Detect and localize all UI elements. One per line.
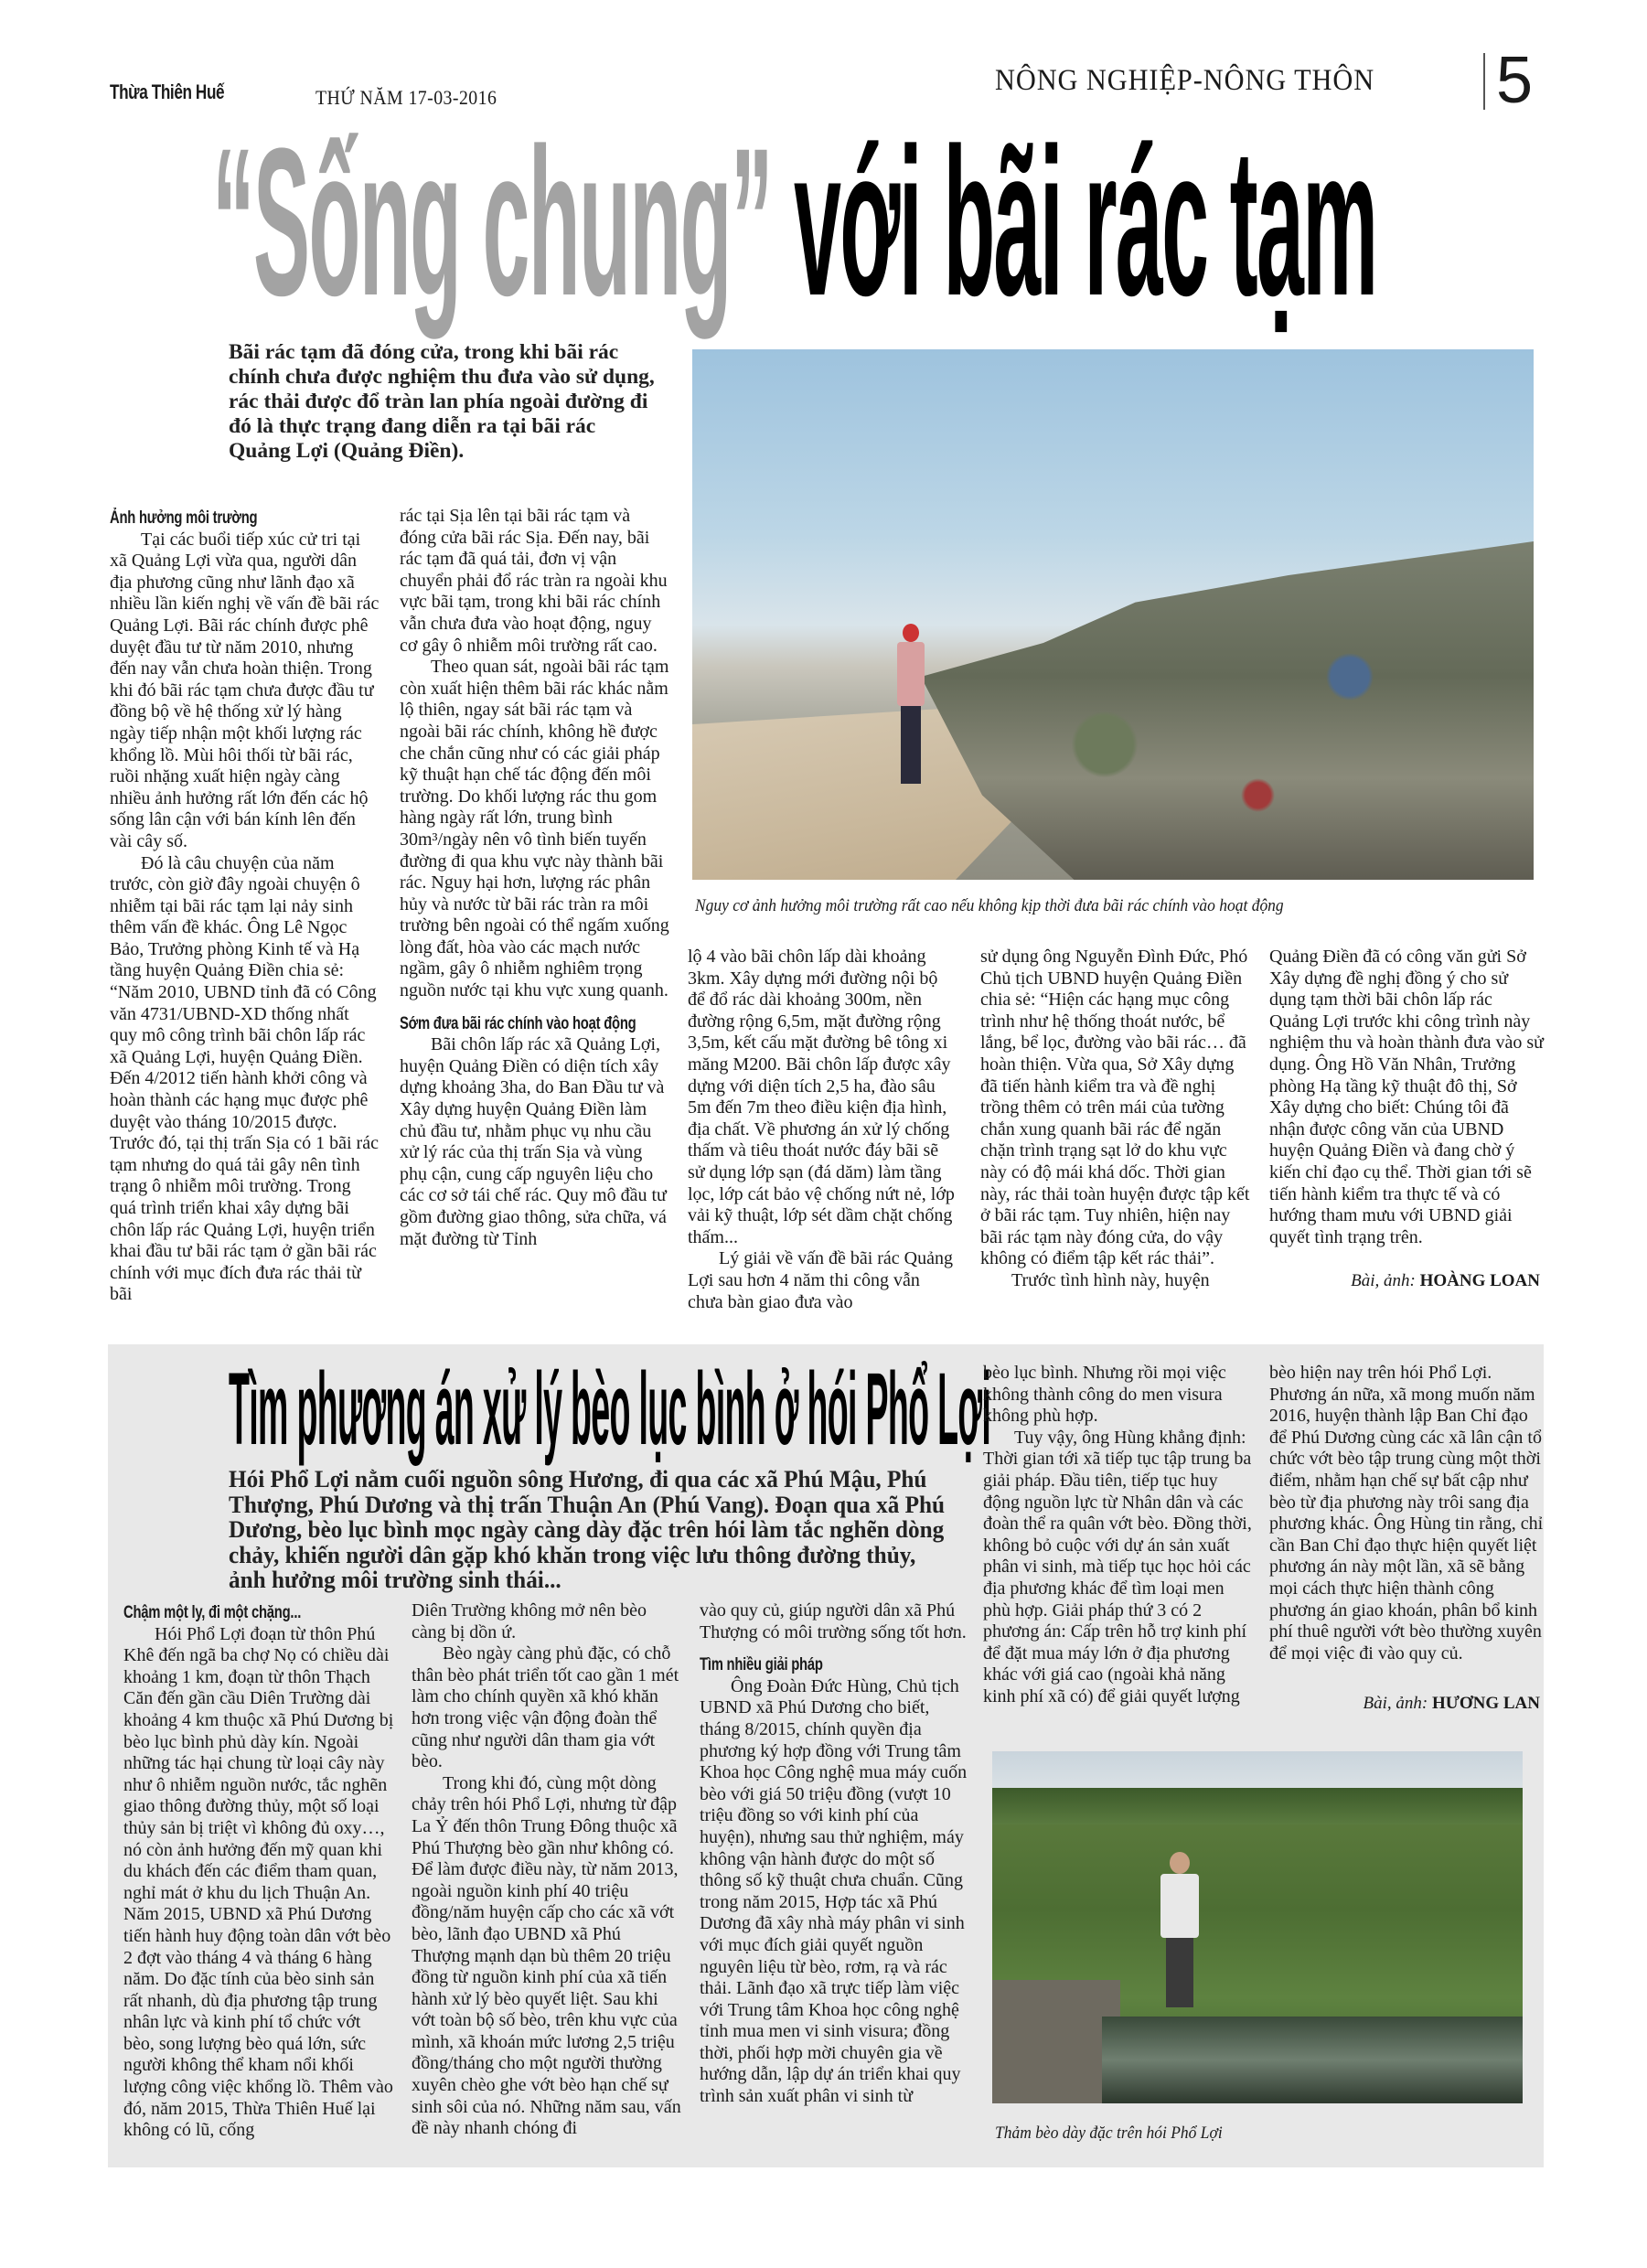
paragraph: sử dụng ông Nguyễn Đình Đức, Phó Chủ tịch UBND huyện Quảng Điền chia sẻ: “Hiện các hạng mục công trình như hệ thống thoát nước, bể lắng, bể lọc, đường vào bãi rác… đã hoàn thiện. Vừa qua, Sở Xây dựng đã tiến hành kiểm tra và đề nghị trồng thêm cỏ trên mái của tường chắn xung quanh bãi rác để ngăn chặn trình trạng sạt lở do khu vực này có độ mái khá dốc. Thời gian này, rác thải toàn huyện được tập kết ở bãi rác tạm. Tuy nhiên, hiện nay bãi rác tạm này đóng cửa, do vậy không có điểm tập kết rác thải”.	[980, 947, 1250, 1269]
paragraph: lộ 4 vào bãi chôn lấp dài khoảng 3km. Xây dựng mới đường nội bộ để đổ rác dài khoảng 300m, nền đường rộng 6,5m, mặt đường rộng 3,5m, kết cấu mặt đường bê tông xi măng M200. Bãi chôn lấp được xây dựng với diện tích 2,5 ha, đào sâu 5m đến 7m theo điều kiện địa hình, địa chất. Về phương án xử lý chống thấm và tiêu thoát nước đáy bãi sẽ sử dụng lớp sạn (đá dăm) làm tầng lọc, lớp cát bảo vệ chống nứt nẻ, lớp vải kỹ thuật, lớp sét dầm chặt chống thấm...	[688, 947, 955, 1247]
paragraph: Ông Đoàn Đức Hùng, Chủ tịch UBND xã Phú Dương cho biết, tháng 8/2015, chính quyền địa phương ký hợp đồng với Trung tâm Khoa học Công nghệ mua máy cuốn bèo với giá 50 triệu đồng (vượt 10 triệu đồng so với kinh phí của huyện), nhưng sau thử nghiệm, máy không vận hành được do một số thông số kỹ thuật chưa chuẩn. Cũng trong năm 2015, Hợp tác xã Phú Dương đã xây nhà máy phân vi sinh với mục đích giải quyết nguồn nguyên liệu từ bèo, rơm, rạ và rác thải. Lãnh đạo xã trực tiếp làm việc với Trung tâm Khoa học công nghệ tỉnh mua men vi sinh visura; đồng thời, phối hợp mời chuyên gia về hướng dẫn, lập dự án triển khai quy trình sản xuất phân vi sinh từ	[700, 1675, 968, 2107]
person-figure	[1157, 1852, 1203, 2007]
subheading: Sớm đưa bãi rác chính vào hoạt động	[400, 1013, 636, 1033]
paragraph: Tại các buổi tiếp xúc cử tri tại xã Quảng Lợi vừa qua, người dân địa phương cũng như lãnh đạo xã nhiều lần kiến nghị về vấn đề bãi rác Quảng Lợi. Bãi rác chính được phê duyệt đầu tư từ năm 2010, nhưng đến nay vẫn chưa hoàn thiện. Trong khi đó bãi rác tạm chưa được đầu tư đồng bộ về hệ thống xử lý hàng ngày tiếp nhận một khối lượng rác khổng lồ. Mùi hôi thối từ bãi rác, ruồi nhặng xuất hiện ngày càng nhiều ảnh hưởng rất lớn đến các hộ sống lân cận với bán kính lên đến vài cây số.	[110, 529, 380, 851]
article2-column-5	[1269, 1363, 1544, 1664]
issue-date: THỨ NĂM 17-03-2016	[315, 86, 497, 109]
article2-column-3	[700, 1600, 970, 2108]
paragraph: bèo hiện nay trên hói Phổ Lợi. Phương án nữa, xã mong muốn năm 2016, huyện thành lập Ban Chỉ đạo để Phú Dương cùng các xã lân cận tổ chức vớt bèo tập trung cùng một thời điểm, nhằm hạn chế sự bất cập như bèo từ địa phương này trôi sang địa phương khác. Ông Hùng tin rằng, chỉ cần Ban Chỉ đạo thực hiện quyết liệt phương án này một lần, xã sẽ bằng mọi cách thực hiện thành công phương án giao khoán, phân bổ kinh phí thuê người vớt bèo thường xuyên để mọi việc đi vào quy củ.	[1269, 1363, 1544, 1664]
water-hyacinth-photo	[992, 1751, 1523, 2103]
subheading: Ảnh hưởng môi trường	[110, 508, 258, 528]
section-gap	[400, 1002, 670, 1011]
byline-author: HƯƠNG LAN	[1431, 1694, 1540, 1713]
paragraph: Tuy vậy, ông Hùng khẳng định: Thời gian tới xã tiếp tục tập trung ba giải pháp. Đầu tiên, tiếp tục huy động nguồn lực từ Nhân dân và các đoàn thể ra quân vớt bèo. Đồng thời, không bỏ cuộc với dự án sản xuất phân vi sinh, mà tiếp tục học hỏi các địa phương khác để tìm loại men phù hợp. Giải pháp thứ 3 có 2 phương án: Cấp trên hỗ trợ kinh phí để đặt mua máy lớn ở địa phương khác với giá cao (ngoài khả năng kinh phí xã có) để giải quyết lượng	[983, 1427, 1252, 1706]
article1-lead: Bãi rác tạm đã đóng cửa, trong khi bãi rác chính chưa được nghiệm thu đưa vào sử dụng, rác thải được đổ tràn lan phía ngoài đường đi đó là thực trạng đang diễn ra tại bãi rác Quảng Lợi (Quảng Điền).	[229, 340, 655, 463]
canal-water	[1102, 2017, 1523, 2103]
subheading: Tìm nhiều giải pháp	[700, 1655, 823, 1675]
article1-column-3	[688, 947, 958, 1313]
paragraph: Đó là câu chuyện của năm trước, còn giờ đây ngoài chuyện ô nhiễm tại bãi rác tạm lại nảy sinh thêm vấn đề khác. Ông Lê Ngọc Bảo, Trưởng phòng Kinh tế và Hạ tầng huyện Quảng Điền chia sẻ: “Năm 2010, UBND tỉnh đã có Công văn 4731/UBND-XD thống nhất quy mô công trình bãi chôn lấp rác xã Quảng Lợi, huyện Quảng Điền. Đến 4/2012 tiến hành khởi công và hoàn thành các hạng mục được phê duyệt vào tháng 10/2015 được. Trước đó, tại thị trấn Sịa có 1 bãi rác tạm nhưng do quá tải gây nên tình trạng ô nhiễm môi trường. Trong quá trình triển khai xây dựng bãi chôn lấp rác Quảng Lợi, huyện triển khai đầu tư bãi rác tạm ở gần bãi rác chính với mục đích đưa rác thải từ bãi	[110, 852, 379, 1305]
article1-byline	[1269, 1271, 1540, 1291]
article2-photo-caption: Thảm bèo dày đặc trên hói Phổ Lợi	[995, 2124, 1223, 2143]
paragraph: Theo quan sát, ngoài bãi rác tạm còn xuất hiện thêm bãi rác khác nằm lộ thiên, ngay sát bãi rác tạm và ngoài bãi rác chính, không hề được che chắn cũng như có các giải pháp kỹ thuật hạn chế tác động đến môi trường. Do khối lượng rác thu gom hàng ngày rất lớn, trung bình 30m³/ngày nên vô tình biến tuyến đường đi qua khu vực này thành bãi rác. Nguy hại hơn, lượng rác phân hủy và nước từ bãi rác tràn ra môi trường bên ngoài có thể ngấm xuống lòng đất, hòa vào các mạch nước ngầm, gây ô nhiễm nghiêm trọng nguồn nước tại khu vực xung quanh.	[400, 657, 669, 1001]
newspaper-name: Thừa Thiên Huế	[110, 80, 225, 103]
paragraph: Quảng Điền đã có công văn gửi Sở Xây dựng đề nghị đồng ý cho sử dụng tạm thời bãi chôn lấp rác Quảng Lợi trước khi công trình này nghiệm thu và hoàn thành đưa vào sử dụng. Ông Hồ Văn Nhân, Trưởng phòng Hạ tầng kỹ thuật đô thị, Sở Xây dựng cho biết: Chúng tôi đã nhận được công văn của UBND huyện Quảng Điền và đang chờ ý kiến chỉ đạo cụ thể. Thời gian tới sẽ tiến hành kiểm tra thực tế và có hướng tham mưu với UBND giải quyết tình trạng trên.	[1269, 947, 1544, 1247]
article1-column-2	[400, 506, 670, 1250]
article2-byline	[1269, 1694, 1540, 1714]
headline-gray-part: “Sống chung”	[212, 104, 772, 339]
paragraph: Bãi chôn lấp rác xã Quảng Lợi, huyện Quảng Điền có diện tích xây dựng khoảng 3ha, do Ban Đầu tư và Xây dựng huyện Quảng Điền làm chủ đầu tư, nhằm phục vụ nhu cầu xử lý rác của thị trấn Sịa và vùng phụ cận, cung cấp nguyên liệu cho các cơ sở tái chế rác. Quy mô đầu tư gồm đường giao thông, sửa chữa, vá mặt đường từ Tỉnh	[400, 1034, 667, 1249]
tree-line	[992, 1788, 1523, 1824]
article1-column-1	[110, 506, 380, 1306]
article1-photo-caption: Nguy cơ ảnh hưởng môi trường rất cao nếu không kịp thời đưa bãi rác chính vào hoạt động	[695, 896, 1284, 915]
paragraph: Bèo ngày càng phủ đặc, có chỗ thân bèo phát triển tốt cao gần 1 mét làm cho chính quyền xã khó khăn hơn trong việc vận động đoàn thể cũng như người dân tham gia vớt bèo.	[412, 1643, 679, 1772]
garbage-pile	[921, 541, 1534, 880]
landfill-photo	[692, 349, 1534, 880]
paragraph: Lý giải về vấn đề bãi rác Quảng Lợi sau hơn 4 năm thi công vẫn chưa bàn giao đưa vào	[688, 1248, 954, 1312]
article2-lead: Hói Phổ Lợi nằm cuối nguồn sông Hương, đi qua các xã Phú Mậu, Phú Thượng, Phú Dương và thị trấn Thuận An (Phú Vang). Đoạn qua xã Phú Dương, bèo lục bình mọc ngày càng dày đặc trên hói làm tắc nghẽn dòng chảy, khiến người dân gặp khó khăn trong việc lưu thông đường thủy, ảnh hưởng môi trường sinh thái...	[229, 1466, 946, 1593]
subheading: Chậm một ly, đi một chặng...	[123, 1603, 302, 1622]
byline-author: HOÀNG LOAN	[1419, 1271, 1540, 1290]
page-number: 5	[1496, 44, 1534, 117]
paragraph: bèo lục bình. Nhưng rồi mọi việc không thành công do men visura không phù hợp.	[983, 1363, 1226, 1427]
article2-headline: Tìm phương án xử lý bèo lục bình ở hói Phổ Lợi	[229, 1352, 991, 1466]
paragraph: Trước tình hình này, huyện	[1011, 1269, 1210, 1290]
article2-column-1	[123, 1600, 394, 2142]
person-figure	[895, 624, 926, 788]
byline-prefix: Bài, ảnh:	[1363, 1694, 1432, 1713]
article2-column-4	[983, 1363, 1254, 1708]
byline-prefix: Bài, ảnh:	[1351, 1271, 1420, 1290]
paragraph: rác tại Sịa lên tại bãi rác tạm và đóng cửa bãi rác Sịa. Đến nay, bãi rác tạm đã quá tải, đơn vị vận chuyển phải đổ rác tràn ra ngoài khu vực bãi tạm, trong khi bãi rác chính vẫn chưa đưa vào hoạt động, nguy cơ gây ô nhiễm môi trường rất cao.	[400, 506, 668, 656]
section-title: NÔNG NGHIỆP-NÔNG THÔN	[995, 64, 1375, 97]
article1-column-4	[980, 947, 1251, 1292]
header-divider	[1483, 53, 1485, 110]
section-gap	[700, 1643, 970, 1653]
article1-headline	[212, 104, 1377, 339]
article2-column-2	[412, 1600, 682, 2140]
article1-column-5	[1269, 947, 1544, 1248]
paragraph: Trong khi đó, cùng một dòng chảy trên hói Phổ Lợi, nhưng từ đập La Ỷ đến thôn Trung Đông thuộc xã Phú Thượng bèo gần như không có. Để làm được điều này, từ năm 2013, ngoài nguồn kinh phí 40 triệu đồng/năm huyện cấp cho các xã vớt bèo, lãnh đạo UBND xã Phú Thượng mạnh dạn bù thêm 20 triệu đồng từ nguồn kinh phí của xã tiến hành xử lý bèo quyết liệt. Sau khi vớt toàn bộ số bèo, trên khu vực của mình, xã khoán mức lương 2,5 triệu đồng/tháng cho một người thường xuyên chèo ghe vớt bèo hạn chế sự sinh sôi của nó. Những năm sau, vấn đề này nhanh chóng đi	[412, 1772, 681, 2139]
paragraph: Diên Trường không mở nên bèo càng bị dồn ứ.	[412, 1600, 647, 1642]
concrete-wall	[992, 1980, 1120, 2103]
paragraph: Hói Phổ Lợi đoạn từ thôn Phú Khê đến ngã ba chợ Nọ có chiều dài khoảng 1 km, đoạn từ thôn Thạch Căn đến gần cầu Diên Trường dài khoảng 4 km thuộc xã Phú Dương bị bèo lục bình phủ dày kín. Ngoài những tác hại chung từ loại cây này như ô nhiễm nguồn nước, tắc nghẽn giao thông đường thủy, một số loại thủy sản bị triệt vì không đủ oxy…, nó còn ảnh hưởng đến mỹ quan khi du khách đến các điểm tham quan, nghỉ mát ở khu du lịch Thuận An. Năm 2015, UBND xã Phú Dương tiến hành huy động toàn dân vớt bèo 2 đợt vào tháng 4 và tháng 6 hàng năm. Do đặc tính của bèo sinh sản rất nhanh, dù địa phương tập trung nhân lực và kinh phí tổ chức vớt bèo, song lượng bèo quá lớn, sức người không thể kham nổi khối lượng công việc khổng lồ. Thêm vào đó, năm 2015, Thừa Thiên Huế lại không có lũ, cống	[123, 1623, 394, 2141]
headline-black-part: với bãi rác tạm	[794, 104, 1377, 339]
paragraph: vào quy củ, giúp người dân xã Phú Thượng có môi trường sống tốt hơn.	[700, 1600, 967, 1642]
